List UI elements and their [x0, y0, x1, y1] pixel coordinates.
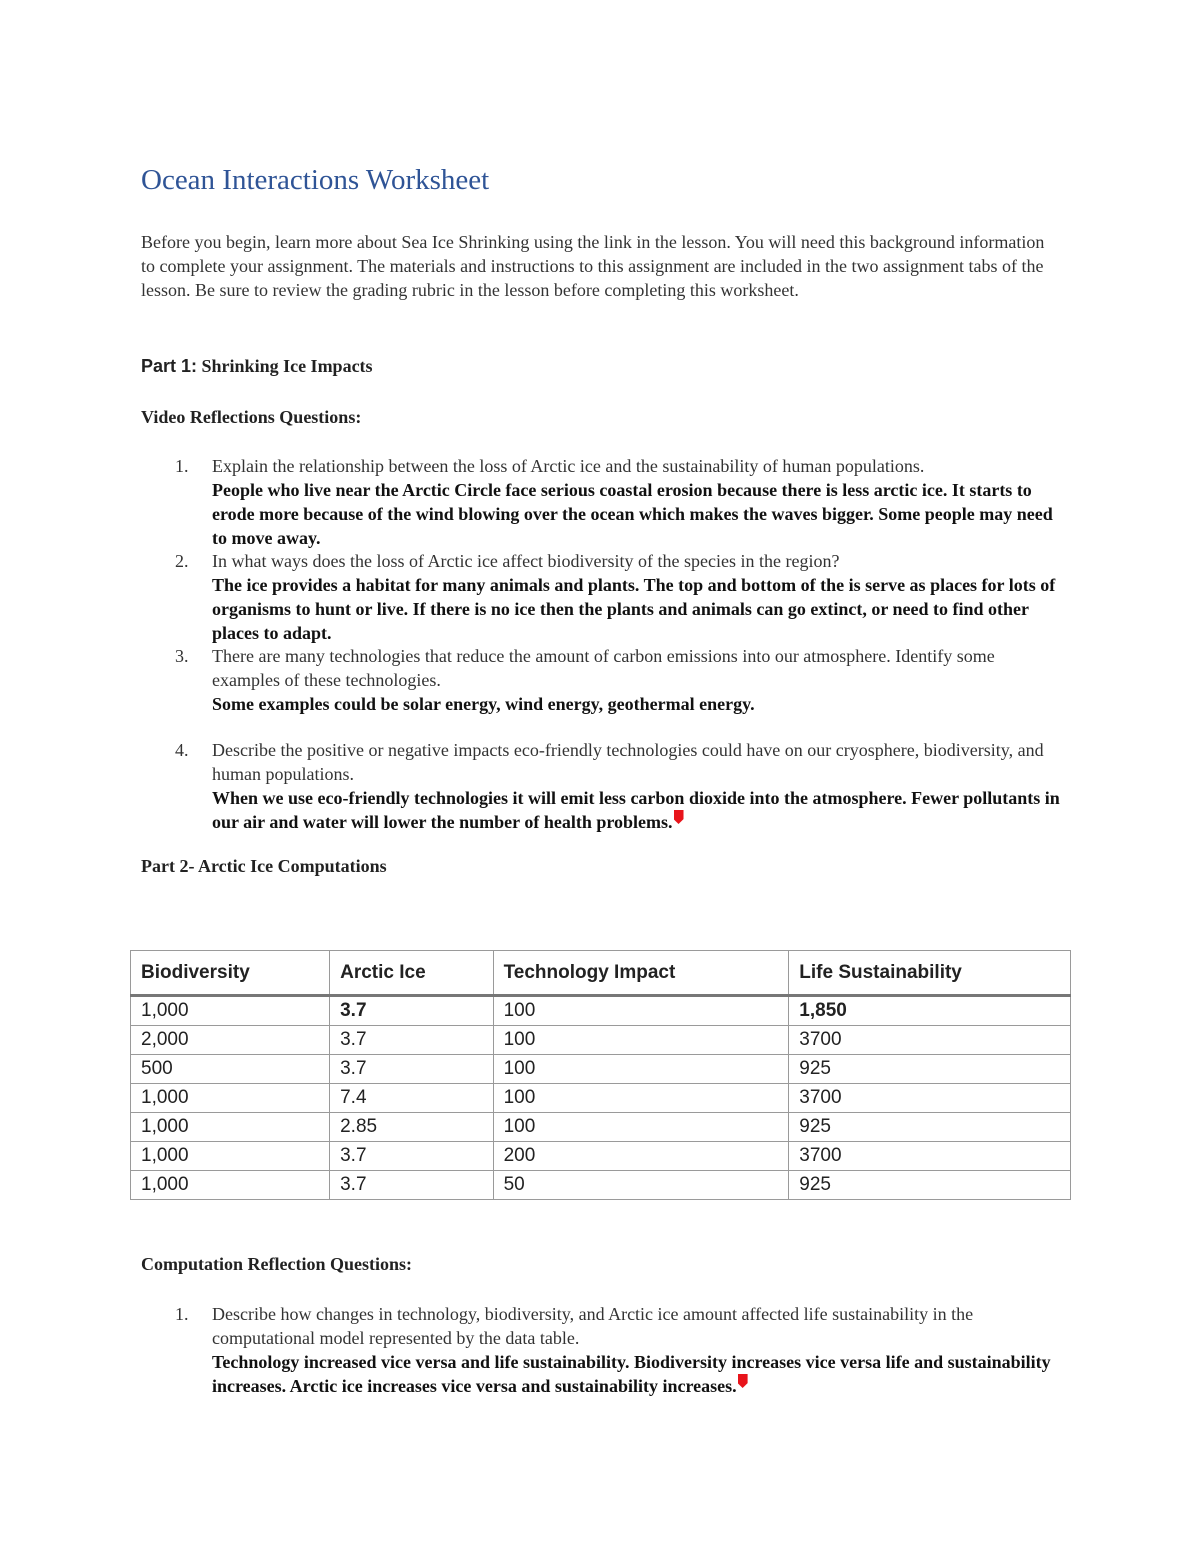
page-title: Ocean Interactions Worksheet [141, 164, 490, 196]
table-row [131, 1171, 1071, 1200]
table-cell: 100 [493, 1084, 789, 1113]
question-number: 2. [175, 551, 189, 571]
question-text: Describe the positive or negative impacts eco-friendly technologies could have on our cryosphere, biodiversity, and human populations. [212, 740, 1044, 784]
answer-text: Technology increased vice versa and life sustainability. Biodiversity increases vice versa life and sustainability increases. Arctic ice increases vice versa and sustainability increases. [212, 1352, 1051, 1396]
comment-marker-icon[interactable] [738, 1374, 748, 1388]
answer-text: The ice provides a habitat for many animals and plants. The top and bottom of the is serve as places for lots of organisms to hunt or live. If there is no ice then the plants and animals can go extinct, or need to find other places to adapt. [212, 575, 1056, 643]
table-cell: 3700 [789, 1026, 1071, 1055]
table-cell: 925 [789, 1055, 1071, 1084]
video-question-3 [175, 644, 1065, 716]
question-number: 3. [175, 646, 189, 666]
question-number: 1. [175, 1304, 189, 1324]
header-technology-impact: Technology Impact [493, 951, 789, 996]
question-number: 1. [175, 456, 189, 476]
table-row [131, 1084, 1071, 1113]
part1-title: Shrinking Ice Impacts [201, 356, 373, 376]
question-text: There are many technologies that reduce the amount of carbon emissions into our atmosphere. Identify some examples of these technologies. [212, 646, 995, 690]
comment-marker-icon[interactable] [674, 810, 684, 824]
table-cell: 100 [493, 996, 789, 1026]
table-cell: 1,850 [789, 996, 1071, 1026]
part2-heading: Part 2- Arctic Ice Computations [141, 856, 387, 876]
video-reflection-heading: Video Reflections Questions: [141, 407, 362, 427]
table-cell: 3700 [789, 1142, 1071, 1171]
table-row [131, 996, 1071, 1026]
question-text: In what ways does the loss of Arctic ice affect biodiversity of the species in the region? [212, 551, 840, 571]
video-question-4 [175, 738, 1065, 834]
table-cell: 3.7 [330, 1171, 493, 1200]
table-cell: 925 [789, 1113, 1071, 1142]
part1-heading [141, 356, 373, 377]
table-row [131, 1026, 1071, 1055]
header-biodiversity: Biodiversity [131, 951, 330, 996]
table-cell: 100 [493, 1055, 789, 1084]
computation-reflection-heading: Computation Reflection Questions: [141, 1254, 412, 1274]
video-question-1 [175, 454, 1065, 550]
table-cell: 3.7 [330, 1055, 493, 1084]
question-number: 4. [175, 740, 189, 760]
table-cell: 200 [493, 1142, 789, 1171]
table-cell: 7.4 [330, 1084, 493, 1113]
intro-paragraph: Before you begin, learn more about Sea Ice Shrinking using the link in the lesson. You will need this background information to complete your assignment. The materials and instructions to this assignment are included in the two assignment tabs of the lesson. Be sure to review the grading rubric in the lesson before completing this worksheet. [141, 232, 1045, 300]
answer-text: People who live near the Arctic Circle face serious coastal erosion because there is less arctic ice. It starts to erode more because of the wind blowing over the ocean which makes the waves bigger. Some people may need to move away. [212, 480, 1053, 548]
table-cell: 3.7 [330, 1026, 493, 1055]
table-cell: 2,000 [131, 1026, 330, 1055]
table-cell: 925 [789, 1171, 1071, 1200]
table-cell: 1,000 [131, 996, 330, 1026]
computation-table [130, 950, 1071, 1200]
answer-text: Some examples could be solar energy, wind energy, geothermal energy. [212, 694, 755, 714]
table-row [131, 1113, 1071, 1142]
table-cell: 100 [493, 1026, 789, 1055]
table-cell: 1,000 [131, 1142, 330, 1171]
part1-label: Part 1: [141, 356, 198, 376]
question-text: Describe how changes in technology, biodiversity, and Arctic ice amount affected life sustainability in the computational model represented by the data table. [212, 1304, 974, 1348]
video-question-2 [175, 549, 1065, 645]
table-cell: 3700 [789, 1084, 1071, 1113]
table-cell: 500 [131, 1055, 330, 1084]
question-text: Explain the relationship between the loss of Arctic ice and the sustainability of human populations. [212, 456, 925, 476]
table-cell: 50 [493, 1171, 789, 1200]
computation-question-1 [175, 1302, 1065, 1398]
header-life-sustainability: Life Sustainability [789, 951, 1071, 996]
table-header-row [131, 951, 1071, 996]
table-row [131, 1142, 1071, 1171]
table-row [131, 1055, 1071, 1084]
table-cell: 2.85 [330, 1113, 493, 1142]
table-cell: 100 [493, 1113, 789, 1142]
table-cell: 3.7 [330, 996, 493, 1026]
table-cell: 3.7 [330, 1142, 493, 1171]
table-cell: 1,000 [131, 1113, 330, 1142]
table-cell: 1,000 [131, 1084, 330, 1113]
table-cell: 1,000 [131, 1171, 330, 1200]
answer-text: When we use eco-friendly technologies it will emit less carbon dioxide into the atmosphere. Fewer pollutants in our air and water will lower the number of health problems. [212, 788, 1060, 832]
header-arctic-ice: Arctic Ice [330, 951, 493, 996]
